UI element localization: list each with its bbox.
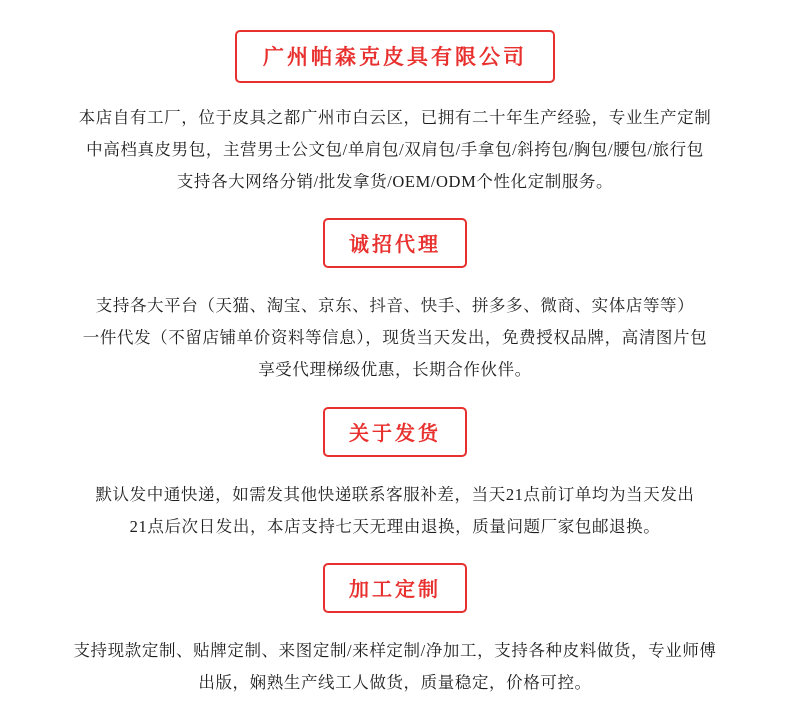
section-line: 支持各大平台（天猫、淘宝、京东、抖音、快手、拼多多、微商、实体店等等） — [95, 296, 695, 316]
section-line: 一件代发（不留店铺单价资料等信息），现货当天发出，免费授权品牌，高清图片包 — [82, 328, 708, 348]
section-line: 默认发中通快递，如需发其他快递联系客服补差，当天21点前订单均为当天发出 — [95, 484, 695, 504]
section-shipping — [30, 407, 760, 543]
section-badge-agent: 诚招代理 — [323, 218, 467, 268]
section-line: 支持现款定制、贴牌定制、来图定制/来样定制/净加工，支持各种皮料做货，专业师傅 — [73, 640, 717, 660]
section-custom — [30, 563, 760, 699]
company-title-badge: 广州帕森克皮具有限公司 — [235, 30, 555, 83]
section-body-shipping — [30, 479, 760, 543]
section-badge-custom: 加工定制 — [323, 563, 467, 613]
intro-line: 中高档真皮男包，主营男士公文包/单肩包/双肩包/手拿包/斜挎包/胸包/腰包/旅行包 — [86, 140, 704, 160]
section-body-custom — [30, 635, 760, 699]
section-line: 享受代理梯级优惠，长期合作伙伴。 — [258, 360, 532, 380]
section-line: 21点后次日发出，本店支持七天无理由退换，质量问题厂家包邮退换。 — [129, 516, 661, 536]
intro-line: 本店自有工厂，位于皮具之都广州市白云区，已拥有二十年生产经验，专业生产定制 — [78, 108, 712, 128]
intro-paragraph — [30, 102, 760, 198]
section-agent — [30, 218, 760, 386]
section-badge-shipping: 关于发货 — [323, 407, 467, 457]
section-line: 出版，娴熟生产线工人做货，质量稳定，价格可控。 — [198, 672, 592, 692]
section-body-agent — [30, 290, 760, 386]
intro-line: 支持各大网络分销/批发拿货/OEM/ODM个性化定制服务。 — [176, 172, 614, 192]
